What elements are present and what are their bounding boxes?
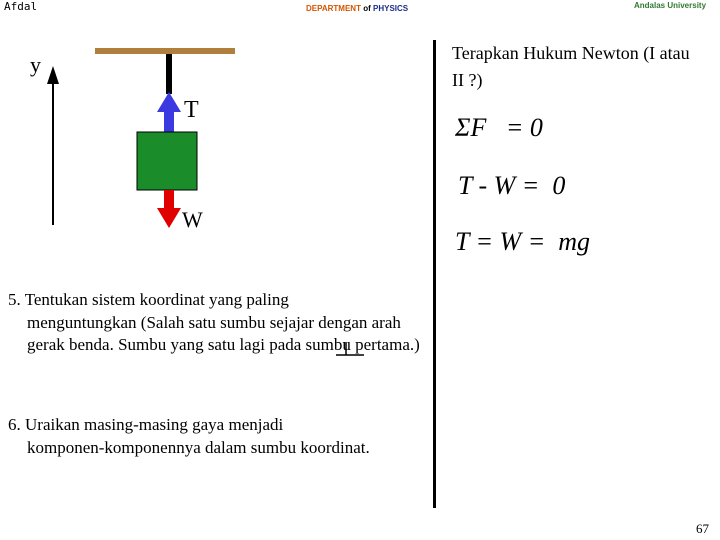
university-name: Andalas University [634, 1, 707, 10]
hanging-block [137, 132, 197, 190]
of-label: of [363, 4, 371, 13]
tension-label: T [184, 97, 199, 123]
cursor-mark [336, 342, 366, 358]
equation-t-minus-w: T - W = 0 [458, 171, 566, 200]
step-6 [8, 414, 428, 459]
y-axis-label: y [30, 52, 41, 77]
vertical-divider [433, 40, 436, 508]
weight-arrow-shaft [164, 190, 174, 210]
step-6-continuation: komponen-komponennya dalam sumbu koordinat. [27, 437, 370, 457]
y-axis-arrowhead [47, 66, 59, 84]
step-5-continuation: menguntungkan (Salah satu sumbu sejajar dengan arah gerak benda. Sumbu yang satu lagi pada sumbu pertama.) [27, 312, 420, 354]
equation-sum-forces: ΣF = 0 [455, 113, 543, 142]
question-text: Terapkan Hukum Newton (I atau II ?) [452, 43, 690, 90]
tension-arrow-shaft [164, 110, 174, 132]
step-6-first-line: 6. Uraikan masing-masing gaya menjadi [8, 415, 284, 434]
page-number: 67 [696, 521, 709, 536]
author-name: Afdal [4, 0, 38, 13]
weight-arrowhead [157, 208, 181, 228]
force-diagram [0, 0, 440, 300]
tension-arrowhead [157, 92, 181, 112]
ceiling-bar [95, 48, 235, 54]
rope [166, 54, 172, 94]
physics-label: PHYSICS [373, 4, 409, 13]
equation-t-equals-mg: T = W = mg [455, 227, 591, 256]
weight-label: W [182, 207, 203, 232]
department-label: DEPARTMENT [306, 4, 361, 13]
step-5-first-line: 5. Tentukan sistem koordinat yang paling [8, 290, 289, 309]
